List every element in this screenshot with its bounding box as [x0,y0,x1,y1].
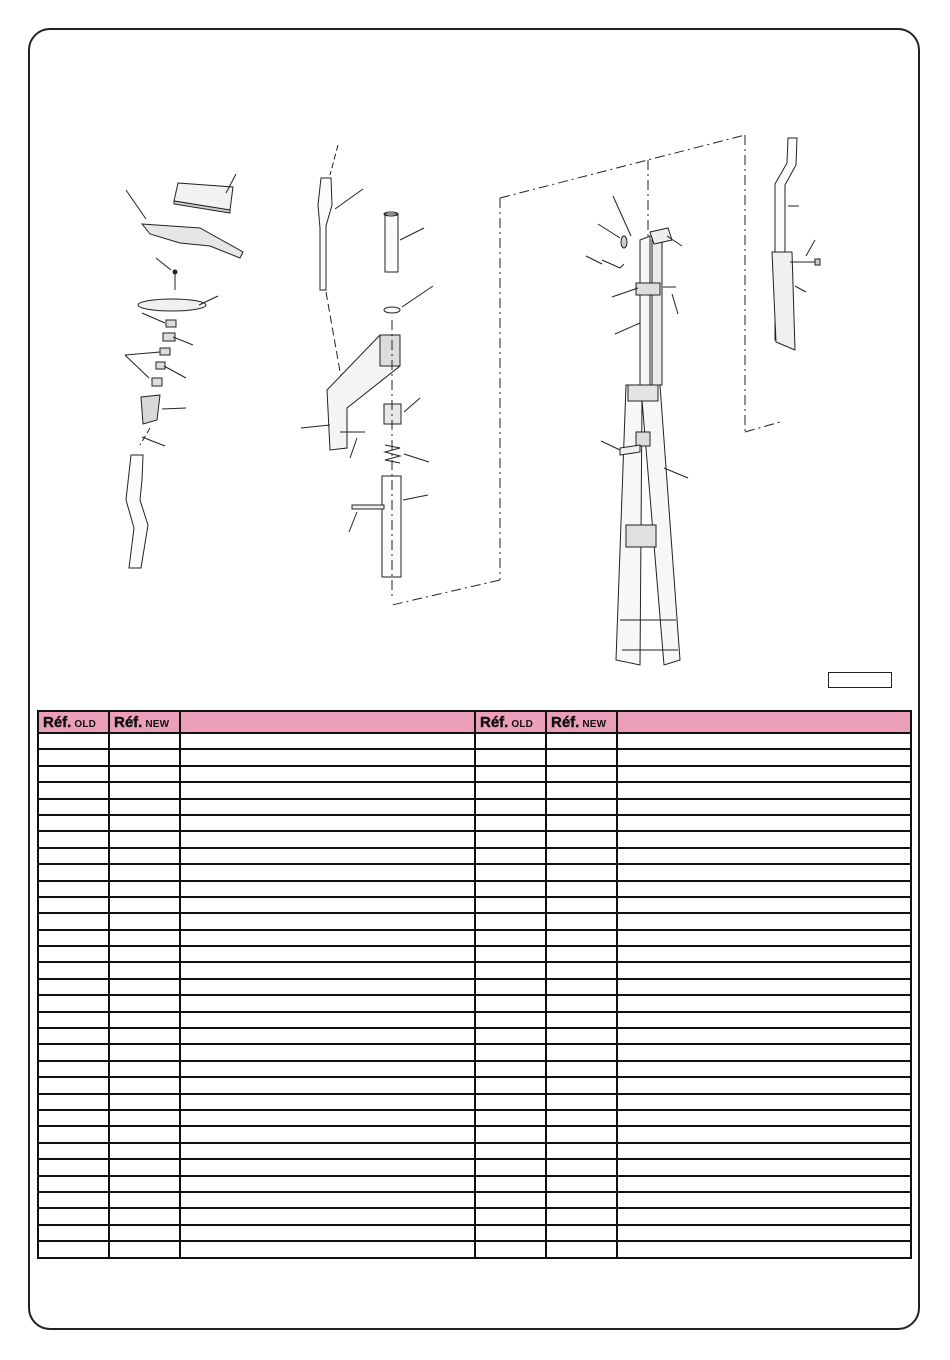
table-cell [109,946,180,962]
table-cell [38,1094,109,1110]
table-cell [38,946,109,962]
table-row [38,815,911,831]
table-cell [617,1077,911,1093]
parts-table [37,710,912,1259]
table-cell [475,733,546,749]
table-row [38,1176,911,1192]
frame-dash-outline [392,135,780,605]
table-cell [475,1110,546,1126]
table-cell [546,815,617,831]
table-cell [180,1225,475,1241]
table-row [38,962,911,978]
table-cell [109,930,180,946]
table-cell [617,815,911,831]
table-cell [38,1176,109,1192]
table-row [38,913,911,929]
table-cell [475,1061,546,1077]
table-cell [180,897,475,913]
table-cell [180,782,475,798]
table-cell [617,979,911,995]
table-cell [546,782,617,798]
table-cell [109,749,180,765]
table-cell [180,1208,475,1224]
table-cell [38,1012,109,1028]
table-cell [109,913,180,929]
table-cell [109,864,180,880]
table-cell [617,913,911,929]
table-cell [546,1241,617,1257]
parts-table-header [38,711,911,733]
table-cell [475,995,546,1011]
seat-post-assembly [772,138,820,350]
table-cell [617,946,911,962]
table-cell [109,831,180,847]
table-cell [475,913,546,929]
table-row [38,995,911,1011]
table-row [38,749,911,765]
table-cell [109,1143,180,1159]
table-row [38,1241,911,1257]
table-cell [617,1094,911,1110]
table-cell [546,1225,617,1241]
table-cell [180,1192,475,1208]
table-cell [546,864,617,880]
table-cell [38,831,109,847]
table-row [38,946,911,962]
table-cell [180,1176,475,1192]
table-cell [109,1110,180,1126]
table-row [38,1012,911,1028]
main-frame [586,196,688,665]
table-cell [617,1044,911,1060]
table-cell [38,1241,109,1257]
table-cell [475,930,546,946]
col-ref-old-left: Réf. OLD [38,711,109,733]
table-cell [180,864,475,880]
table-row [38,799,911,815]
table-cell [546,831,617,847]
table-cell [180,749,475,765]
table-cell [109,782,180,798]
table-cell [617,848,911,864]
table-cell [546,733,617,749]
table-row [38,1044,911,1060]
table-cell [180,962,475,978]
col-ref-new-left: Réf. NEW [109,711,180,733]
table-cell [109,766,180,782]
table-cell [546,1094,617,1110]
table-row [38,782,911,798]
table-cell [180,848,475,864]
table-cell [617,1012,911,1028]
table-cell [38,1044,109,1060]
table-cell [546,1126,617,1142]
table-cell [109,1159,180,1175]
table-cell [475,1159,546,1175]
table-row [38,864,911,880]
table-cell [109,995,180,1011]
table-cell [617,1143,911,1159]
table-cell [475,946,546,962]
table-row [38,979,911,995]
reference-box [828,672,892,688]
table-cell [180,913,475,929]
table-cell [38,766,109,782]
table-cell [546,799,617,815]
table-cell [180,1241,475,1257]
table-row [38,1192,911,1208]
table-row [38,1061,911,1077]
table-cell [109,881,180,897]
table-cell [38,1143,109,1159]
table-cell [546,946,617,962]
table-cell [180,831,475,847]
table-cell [546,995,617,1011]
table-cell [180,930,475,946]
table-cell [38,782,109,798]
table-cell [38,962,109,978]
arm-assembly [301,145,433,600]
table-cell [617,1225,911,1241]
table-cell [109,799,180,815]
table-cell [38,897,109,913]
table-cell [109,1044,180,1060]
table-cell [546,1061,617,1077]
table-row [38,1126,911,1142]
table-cell [546,1208,617,1224]
table-cell [180,799,475,815]
table-cell [180,881,475,897]
table-cell [38,881,109,897]
table-cell [617,1028,911,1044]
table-cell [38,1110,109,1126]
table-cell [617,897,911,913]
table-cell [180,1044,475,1060]
table-row [38,733,911,749]
table-cell [475,1208,546,1224]
table-cell [617,782,911,798]
table-cell [617,962,911,978]
parts-table-body [38,733,911,1258]
table-cell [475,1225,546,1241]
table-cell [475,766,546,782]
table-cell [109,1225,180,1241]
table-row [38,897,911,913]
table-cell [617,1241,911,1257]
table-cell [180,815,475,831]
table-row [38,1094,911,1110]
table-cell [546,749,617,765]
table-row [38,881,911,897]
table-cell [546,897,617,913]
table-cell [617,733,911,749]
table-cell [109,1241,180,1257]
table-row [38,1028,911,1044]
table-cell [109,1126,180,1142]
table-cell [180,733,475,749]
table-cell [475,881,546,897]
table-cell [109,897,180,913]
table-cell [546,1110,617,1126]
table-cell [617,1126,911,1142]
table-cell [109,1061,180,1077]
table-cell [180,1077,475,1093]
table-cell [546,1044,617,1060]
table-cell [109,848,180,864]
table-cell [38,1077,109,1093]
table-cell [617,930,911,946]
table-cell [180,766,475,782]
table-cell [180,1126,475,1142]
table-cell [475,1028,546,1044]
table-cell [109,733,180,749]
col-designation-right [617,711,911,733]
table-cell [617,1110,911,1126]
table-cell [38,749,109,765]
table-cell [38,979,109,995]
table-cell [38,815,109,831]
table-row [38,1110,911,1126]
table-cell [475,979,546,995]
table-cell [617,864,911,880]
table-row [38,1077,911,1093]
table-cell [475,1143,546,1159]
table-cell [617,749,911,765]
table-cell [180,1012,475,1028]
table-cell [617,1176,911,1192]
table-cell [475,848,546,864]
table-cell [180,979,475,995]
table-row [38,1143,911,1159]
table-cell [475,749,546,765]
table-cell [617,881,911,897]
table-cell [475,831,546,847]
table-cell [546,1159,617,1175]
table-cell [180,995,475,1011]
table-cell [38,930,109,946]
table-cell [475,1192,546,1208]
table-cell [475,1077,546,1093]
table-cell [546,1143,617,1159]
table-row [38,1208,911,1224]
table-cell [617,1192,911,1208]
table-cell [546,1028,617,1044]
table-cell [475,815,546,831]
table-cell [475,1176,546,1192]
col-designation-left [180,711,475,733]
table-cell [38,848,109,864]
table-cell [109,1176,180,1192]
table-cell [617,799,911,815]
table-cell [475,1126,546,1142]
table-cell [617,1159,911,1175]
table-cell [546,881,617,897]
table-cell [109,1077,180,1093]
table-cell [38,995,109,1011]
table-cell [38,733,109,749]
table-cell [180,1143,475,1159]
table-cell [38,1208,109,1224]
table-cell [546,979,617,995]
table-cell [38,1159,109,1175]
table-cell [38,1126,109,1142]
table-row [38,1225,911,1241]
table-cell [109,1094,180,1110]
table-cell [180,1110,475,1126]
table-cell [180,1159,475,1175]
table-cell [475,1094,546,1110]
table-cell [180,946,475,962]
table-cell [38,864,109,880]
table-row [38,930,911,946]
col-ref-new-right: Réf. NEW [546,711,617,733]
table-row [38,1159,911,1175]
table-cell [617,831,911,847]
table-cell [180,1061,475,1077]
table-cell [475,782,546,798]
table-cell [475,1012,546,1028]
table-cell [475,864,546,880]
table-cell [546,962,617,978]
table-cell [109,815,180,831]
table-cell [617,1208,911,1224]
table-row [38,848,911,864]
table-cell [180,1028,475,1044]
table-cell [475,962,546,978]
table-cell [109,1012,180,1028]
table-cell [475,799,546,815]
col-ref-old-right: Réf. OLD [475,711,546,733]
table-cell [546,1176,617,1192]
table-cell [38,799,109,815]
table-cell [38,1028,109,1044]
table-cell [617,1061,911,1077]
table-cell [546,766,617,782]
table-row [38,831,911,847]
table-cell [546,913,617,929]
table-row [38,766,911,782]
table-cell [38,1192,109,1208]
table-cell [617,766,911,782]
table-cell [180,1094,475,1110]
table-cell [617,995,911,1011]
table-cell [475,1044,546,1060]
table-cell [546,848,617,864]
table-cell [546,1192,617,1208]
table-cell [38,1061,109,1077]
table-cell [546,930,617,946]
table-cell [109,1028,180,1044]
table-cell [475,897,546,913]
table-cell [109,979,180,995]
table-cell [109,1192,180,1208]
table-cell [109,1208,180,1224]
table-cell [546,1012,617,1028]
table-cell [109,962,180,978]
table-cell [475,1241,546,1257]
table-cell [38,913,109,929]
table-cell [38,1225,109,1241]
seat-assembly [125,174,243,568]
table-cell [546,1077,617,1093]
